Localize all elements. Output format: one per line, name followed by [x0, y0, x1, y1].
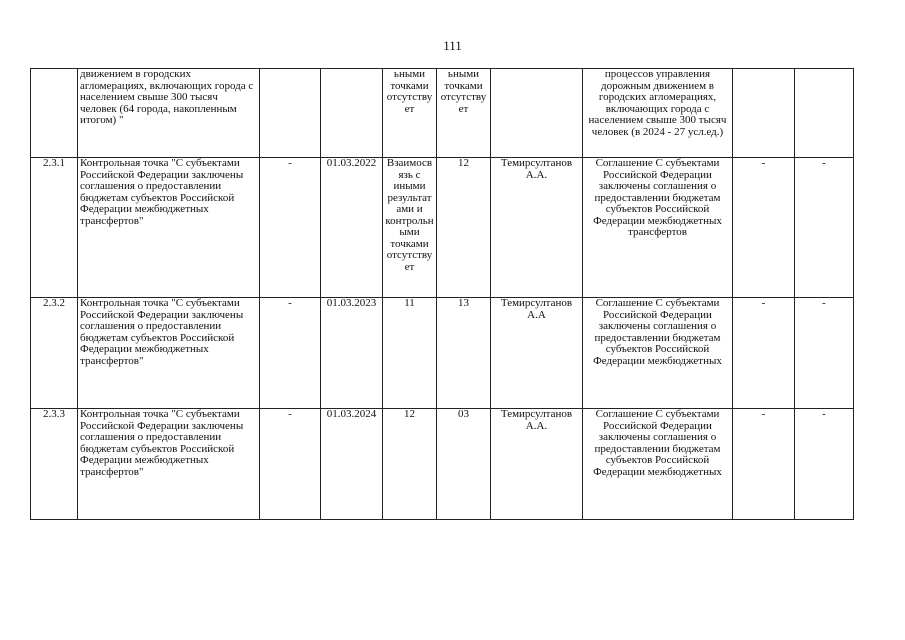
predecessor-cell	[260, 69, 321, 158]
extra-cell-2: -	[795, 158, 854, 298]
responsible-cell: Темирсултанов А.А.	[491, 409, 583, 520]
date-cell: 01.03.2023	[321, 298, 383, 409]
link-cell: Взаимосвязь с иными результатами и контрольными точками отсутствует	[383, 158, 437, 298]
link-cell: ьными точками отсутствует	[383, 69, 437, 158]
date-cell: 01.03.2024	[321, 409, 383, 520]
link-cell: 12	[383, 409, 437, 520]
extra-cell-2	[795, 69, 854, 158]
page-number: 111	[443, 38, 462, 53]
row-number-cell: 2.3.1	[31, 158, 78, 298]
predecessor-cell: -	[260, 298, 321, 409]
result-cell: Соглашение С субъектами Российской Федерации заключены соглашения о предоставлении бюджетам субъектов Российской Федерации межбюджетных трансфертов	[583, 158, 733, 298]
link-cell-2: 12	[437, 158, 491, 298]
extra-cell-1: -	[733, 409, 795, 520]
control-point-name-cell: Контрольная точка "С субъектами Российской Федерации заключены соглашения о предоставлении бюджетам субъектов Российской Федерации межбюджетных трансфертов"	[78, 158, 260, 298]
table-row	[31, 69, 854, 158]
result-cell: процессов управления дорожным движением в городских агломерациях, включающих города с населением свыше 300 тысяч человек (в 2024 - 27 усл.ед.)	[583, 69, 733, 158]
row-number-cell: 2.3.3	[31, 409, 78, 520]
extra-cell-1	[733, 69, 795, 158]
link-cell-2: 13	[437, 298, 491, 409]
date-cell: 01.03.2022	[321, 158, 383, 298]
extra-cell-1: -	[733, 298, 795, 409]
table-row	[31, 409, 854, 520]
predecessor-cell: -	[260, 158, 321, 298]
result-cell: Соглашение С субъектами Российской Федерации заключены соглашения о предоставлении бюджетам субъектов Российской Федерации межбюджетных	[583, 409, 733, 520]
predecessor-cell: -	[260, 409, 321, 520]
extra-cell-2: -	[795, 409, 854, 520]
responsible-cell: Темирсултанов А.А.	[491, 158, 583, 298]
responsible-cell: Темирсултанов А.А	[491, 298, 583, 409]
result-cell: Соглашение С субъектами Российской Федерации заключены соглашения о предоставлении бюджетам субъектов Российской Федерации межбюджетных	[583, 298, 733, 409]
responsible-cell	[491, 69, 583, 158]
link-cell: 11	[383, 298, 437, 409]
control-points-table	[30, 68, 854, 520]
date-cell	[321, 69, 383, 158]
link-cell-2: ьными точками отсутствует	[437, 69, 491, 158]
extra-cell-1: -	[733, 158, 795, 298]
table-row	[31, 298, 854, 409]
link-cell-2: 03	[437, 409, 491, 520]
control-point-name-cell: Контрольная точка "С субъектами Российской Федерации заключены соглашения о предоставлении бюджетам субъектов Российской Федерации межбюджетных трансфертов"	[78, 409, 260, 520]
row-number-cell: 2.3.2	[31, 298, 78, 409]
row-number-cell	[31, 69, 78, 158]
table-row	[31, 158, 854, 298]
control-point-name-cell: движением в городских агломерациях, включающих города с населением свыше 300 тысяч человек (64 города, накопленным итогом) "	[78, 69, 260, 158]
control-point-name-cell: Контрольная точка "С субъектами Российской Федерации заключены соглашения о предоставлении бюджетам субъектов Российской Федерации межбюджетных трансфертов"	[78, 298, 260, 409]
extra-cell-2: -	[795, 298, 854, 409]
